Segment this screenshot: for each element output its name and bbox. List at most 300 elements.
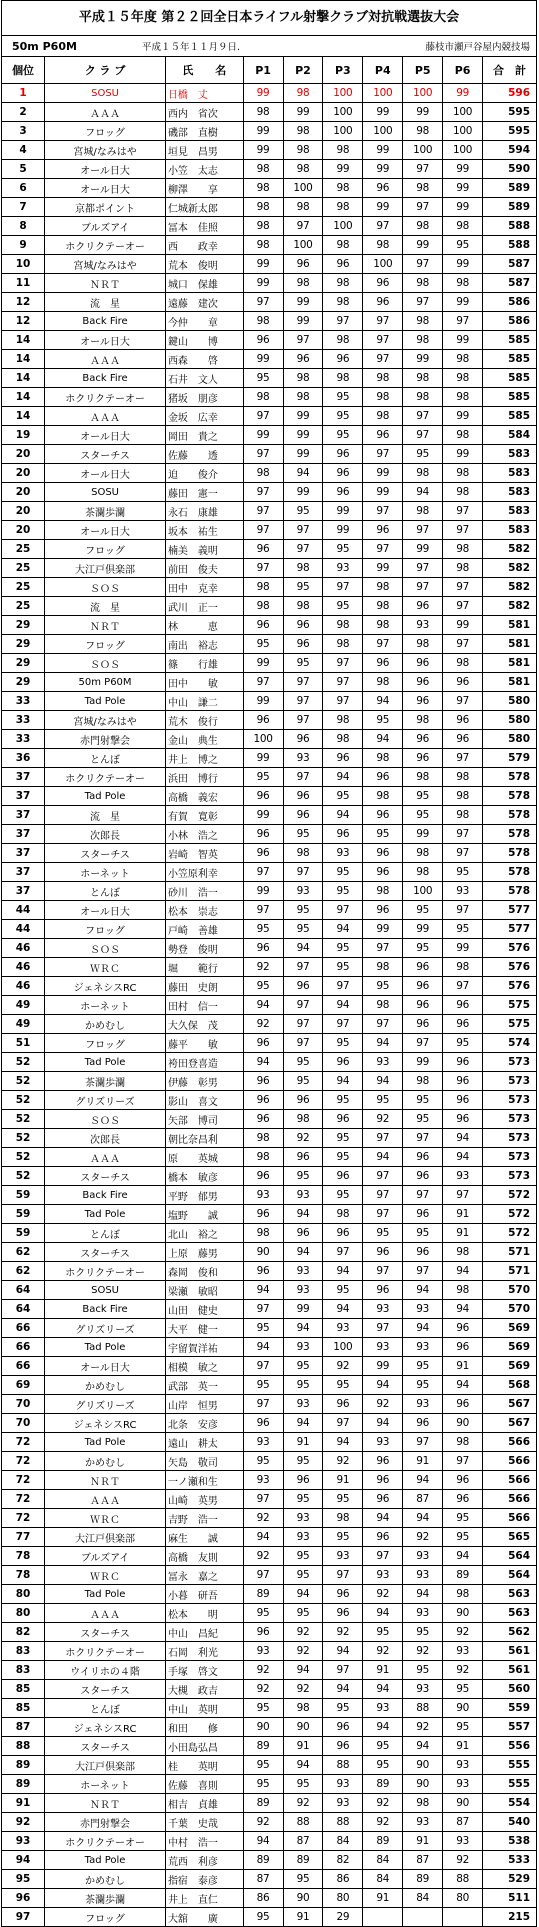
p6-score: 94 (443, 1300, 483, 1319)
table-row (2, 1262, 537, 1281)
shooter-name-cell: 荒西 利彦 (165, 1851, 243, 1870)
p6-score: 91 (443, 1224, 483, 1243)
p4-score: 98 (363, 597, 403, 616)
p4-score: 98 (363, 673, 403, 692)
club-cell: 次郎長 (45, 1129, 166, 1148)
event-name: 50m P60M (12, 39, 77, 53)
club-cell: SOSU (45, 483, 166, 502)
p4-score: 99 (363, 559, 403, 578)
p3-score: 92 (323, 1623, 363, 1642)
rank-cell: 95 (2, 1870, 45, 1889)
shooter-name-cell: 伊藤 彰男 (165, 1072, 243, 1091)
p6-score: 99 (443, 939, 483, 958)
p6-score: 96 (443, 1395, 483, 1414)
p2-score: 97 (283, 996, 323, 1015)
p4-score: 97 (363, 1186, 403, 1205)
p1-score: 96 (243, 1167, 283, 1186)
p3-score: 97 (323, 578, 363, 597)
p5-score: 87 (403, 1851, 443, 1870)
p1-score: 97 (243, 407, 283, 426)
p6-score: 90 (443, 1604, 483, 1623)
club-cell: ＡＡＡ (45, 1148, 166, 1167)
p5-score: 97 (403, 521, 443, 540)
p4-score: 96 (363, 844, 403, 863)
p3-score: 98 (323, 1509, 363, 1528)
p3-score: 95 (323, 1186, 363, 1205)
p2-score: 98 (283, 597, 323, 616)
club-cell: ＡＡＡ (45, 103, 166, 122)
shooter-name-cell: 藤田 憲一 (165, 483, 243, 502)
total-score: 561 (483, 1661, 537, 1680)
p2-score: 99 (283, 103, 323, 122)
p4-score: 97 (363, 1015, 403, 1034)
club-cell: Tad Pole (45, 787, 166, 806)
shooter-name-cell: 金坂 広幸 (165, 407, 243, 426)
p4-score: 99 (363, 141, 403, 160)
p2-score: 95 (283, 1547, 323, 1566)
rank-cell: 25 (2, 540, 45, 559)
p4-score: 98 (363, 388, 403, 407)
shooter-name-cell: 仁城新太郎 (165, 198, 243, 217)
p4-score: 98 (363, 369, 403, 388)
table-row (2, 1433, 537, 1452)
p2-score: 91 (283, 1433, 323, 1452)
p3-score: 94 (323, 768, 363, 787)
table-row (2, 844, 537, 863)
shooter-name-cell: 指宿 泰彦 (165, 1870, 243, 1889)
p1-score: 96 (243, 331, 283, 350)
table-row (2, 597, 537, 616)
p6-score: 97 (443, 502, 483, 521)
table-row (2, 806, 537, 825)
p5-score: 97 (403, 1433, 443, 1452)
p3-score: 98 (323, 369, 363, 388)
p4-score: 95 (363, 1737, 403, 1756)
p4-score: 96 (363, 768, 403, 787)
table-row (2, 1414, 537, 1433)
club-cell: スターチス (45, 1167, 166, 1186)
club-cell: Tad Pole (45, 1205, 166, 1224)
p6-score: 95 (443, 1680, 483, 1699)
event-venue: 藤枝市瀬戸谷屋内競技場 (425, 42, 530, 53)
p4-score: 99 (363, 464, 403, 483)
total-score: 586 (483, 293, 537, 312)
p6-score: 98 (443, 958, 483, 977)
p1-score: 92 (243, 1680, 283, 1699)
total-score: 566 (483, 1509, 537, 1528)
total-score: 561 (483, 1642, 537, 1661)
col-p3: P3 (323, 57, 363, 84)
total-score: 585 (483, 331, 537, 350)
p3-score: 96 (323, 1604, 363, 1623)
shooter-name-cell: 鍵山 博 (165, 331, 243, 350)
p3-score: 95 (323, 540, 363, 559)
total-score: 576 (483, 977, 537, 996)
p4-score: 96 (363, 863, 403, 882)
shooter-name-cell: 一ノ瀬和生 (165, 1471, 243, 1490)
club-cell: とんぼ (45, 749, 166, 768)
table-row (2, 711, 537, 730)
p2-score: 94 (283, 1205, 323, 1224)
club-cell: フロッグ (45, 540, 166, 559)
p6-score: 93 (443, 882, 483, 901)
p2-score: 95 (283, 1452, 323, 1471)
p1-score: 95 (243, 1376, 283, 1395)
club-cell: ＳＯＳ (45, 1110, 166, 1129)
p4-score: 97 (363, 1205, 403, 1224)
p5-score: 93 (403, 616, 443, 635)
p3-score: 98 (323, 293, 363, 312)
shooter-name-cell: 麻生 誠 (165, 1528, 243, 1547)
shooter-name-cell: 勢登 俊明 (165, 939, 243, 958)
total-score: 564 (483, 1566, 537, 1585)
p2-score: 96 (283, 787, 323, 806)
table-row (2, 1699, 537, 1718)
p1-score: 92 (243, 1509, 283, 1528)
table-row (2, 84, 537, 103)
p5-score: 91 (403, 1452, 443, 1471)
p4-score: 97 (363, 1319, 403, 1338)
p6-score: 95 (443, 1528, 483, 1547)
rank-cell: 14 (2, 350, 45, 369)
rank-cell: 52 (2, 1167, 45, 1186)
club-cell: ＳＯＳ (45, 578, 166, 597)
p2-score: 95 (283, 1053, 323, 1072)
p1-score: 96 (243, 825, 283, 844)
p5-score: 84 (403, 1889, 443, 1908)
p6-score: 99 (443, 407, 483, 426)
table-row (2, 217, 537, 236)
club-cell: ジェネシスRC (45, 977, 166, 996)
p5-score: 98 (403, 635, 443, 654)
p6-score: 97 (443, 635, 483, 654)
p5-score: 93 (403, 1338, 443, 1357)
club-cell: 京都ポイント (45, 198, 166, 217)
p4-score: 95 (363, 977, 403, 996)
rank-cell: 96 (2, 1889, 45, 1908)
p5-score: 97 (403, 255, 443, 274)
total-score: 596 (483, 84, 537, 103)
rank-cell: 37 (2, 844, 45, 863)
p6-score: 97 (443, 597, 483, 616)
p4-score: 93 (363, 1338, 403, 1357)
p6-score: 88 (443, 1870, 483, 1889)
total-score: 580 (483, 730, 537, 749)
rank-cell: 14 (2, 331, 45, 350)
p1-score: 95 (243, 369, 283, 388)
rank-cell: 37 (2, 882, 45, 901)
shooter-name-cell: 楠美 義明 (165, 540, 243, 559)
p4-score: 94 (363, 1034, 403, 1053)
shooter-name-cell: 桂 英明 (165, 1756, 243, 1775)
p4-score: 91 (363, 1661, 403, 1680)
p2-score: 99 (283, 293, 323, 312)
shooter-name-cell: 小笠原利幸 (165, 863, 243, 882)
shooter-name-cell: 相模 敏之 (165, 1357, 243, 1376)
p3-score: 91 (323, 1471, 363, 1490)
total-score: 583 (483, 464, 537, 483)
p3-score: 96 (323, 1224, 363, 1243)
col-p2: P2 (283, 57, 323, 84)
rank-cell: 33 (2, 730, 45, 749)
club-cell: スターチス (45, 1243, 166, 1262)
shooter-name-cell: 戸崎 善雄 (165, 920, 243, 939)
total-score: 562 (483, 1623, 537, 1642)
table-row (2, 939, 537, 958)
p6-score: 90 (443, 1794, 483, 1813)
p2-score: 95 (283, 1604, 323, 1623)
total-score: 555 (483, 1775, 537, 1794)
table-row (2, 1300, 537, 1319)
total-score: 585 (483, 388, 537, 407)
p5-score: 95 (403, 1661, 443, 1680)
results-table (1, 56, 537, 1927)
total-score: 554 (483, 1794, 537, 1813)
rank-cell: 87 (2, 1718, 45, 1737)
shooter-name-cell: 砂川 浩一 (165, 882, 243, 901)
table-row (2, 521, 537, 540)
p1-score: 99 (243, 692, 283, 711)
p1-score: 99 (243, 84, 283, 103)
p4-score: 94 (363, 1680, 403, 1699)
p6-score: 98 (443, 483, 483, 502)
p6-score: 91 (443, 1357, 483, 1376)
table-row (2, 1889, 537, 1908)
p3-score: 94 (323, 996, 363, 1015)
p5-score: 96 (403, 673, 443, 692)
p5-score: 97 (403, 426, 443, 445)
p2-score: 100 (283, 236, 323, 255)
total-score: 573 (483, 1053, 537, 1072)
p5-score: 96 (403, 958, 443, 977)
table-row (2, 1794, 537, 1813)
p5-score: 96 (403, 692, 443, 711)
club-cell: Back Fire (45, 1186, 166, 1205)
p3-score: 96 (323, 1167, 363, 1186)
p4-score: 97 (363, 1547, 403, 1566)
p2-score: 99 (283, 1300, 323, 1319)
shooter-name-cell: 西森 啓 (165, 350, 243, 369)
club-cell: ブルズアイ (45, 217, 166, 236)
total-score: 583 (483, 521, 537, 540)
p4-score: 97 (363, 1129, 403, 1148)
table-row (2, 787, 537, 806)
p4-score: 94 (363, 1072, 403, 1091)
p1-score: 99 (243, 122, 283, 141)
p4-score: 94 (363, 1414, 403, 1433)
club-cell: オール日大 (45, 464, 166, 483)
table-row (2, 1452, 537, 1471)
p2-score: 96 (283, 255, 323, 274)
shooter-name-cell: 原 英城 (165, 1148, 243, 1167)
p5-score: 95 (403, 806, 443, 825)
p5-score: 98 (403, 768, 443, 787)
shooter-name-cell: 佐藤 透 (165, 445, 243, 464)
p2-score: 95 (283, 1357, 323, 1376)
p3-score: 95 (323, 1376, 363, 1395)
rank-cell: 29 (2, 654, 45, 673)
p3-score: 98 (323, 236, 363, 255)
total-score: 580 (483, 692, 537, 711)
p2-score: 95 (283, 1490, 323, 1509)
p3-score: 94 (323, 1262, 363, 1281)
club-cell: 宮城/なみはや (45, 711, 166, 730)
p4-score: 98 (363, 578, 403, 597)
rank-cell: 80 (2, 1585, 45, 1604)
p1-score: 96 (243, 1072, 283, 1091)
total-score: 540 (483, 1813, 537, 1832)
p6-score: 98 (443, 806, 483, 825)
total-score: 563 (483, 1604, 537, 1623)
p6-score: 97 (443, 825, 483, 844)
p2-score: 98 (283, 388, 323, 407)
p5-score: 97 (403, 160, 443, 179)
p3-score: 93 (323, 1547, 363, 1566)
p6-score: 99 (443, 616, 483, 635)
p5-score: 96 (403, 977, 443, 996)
shooter-name-cell: 山田 健史 (165, 1300, 243, 1319)
p6-score: 99 (443, 293, 483, 312)
p2-score: 98 (283, 160, 323, 179)
p5-score: 92 (403, 1642, 443, 1661)
table-row (2, 1528, 537, 1547)
p5-score: 95 (403, 1376, 443, 1395)
shooter-name-cell: 篠 行雄 (165, 654, 243, 673)
club-cell: 宮城/なみはや (45, 255, 166, 274)
p3-score: 96 (323, 1737, 363, 1756)
p5-score: 98 (403, 388, 443, 407)
p1-score: 99 (243, 350, 283, 369)
p4-score: 99 (363, 160, 403, 179)
club-cell: オール日大 (45, 179, 166, 198)
rank-cell: 70 (2, 1414, 45, 1433)
p5-score: 93 (403, 1300, 443, 1319)
club-cell: ウイリホの４階 (45, 1661, 166, 1680)
p3-score: 99 (323, 502, 363, 521)
p1-score: 96 (243, 1414, 283, 1433)
p4-score: 94 (363, 1509, 403, 1528)
rank-cell: 88 (2, 1737, 45, 1756)
rank-cell: 29 (2, 635, 45, 654)
p2-score: 98 (283, 1699, 323, 1718)
table-row (2, 673, 537, 692)
p6-score: 99 (443, 445, 483, 464)
total-score: 566 (483, 1433, 537, 1452)
col-p1: P1 (243, 57, 283, 84)
total-score: 568 (483, 1376, 537, 1395)
p5-score: 98 (403, 217, 443, 236)
table-row (2, 635, 537, 654)
club-cell: スターチス (45, 1680, 166, 1699)
p6-score: 97 (443, 844, 483, 863)
shooter-name-cell: 坂本 祐生 (165, 521, 243, 540)
total-score: 588 (483, 217, 537, 236)
p1-score: 95 (243, 768, 283, 787)
shooter-name-cell: 中山 英明 (165, 1699, 243, 1718)
rank-cell: 20 (2, 464, 45, 483)
p2-score: 99 (283, 445, 323, 464)
club-cell: スターチス (45, 844, 166, 863)
rank-cell: 91 (2, 1794, 45, 1813)
p4-score: 93 (363, 1433, 403, 1452)
shooter-name-cell: 小笠 太志 (165, 160, 243, 179)
p2-score: 94 (283, 1661, 323, 1680)
total-score: 585 (483, 369, 537, 388)
club-cell: SOSU (45, 84, 166, 103)
table-row (2, 616, 537, 635)
p6-score: 95 (443, 863, 483, 882)
p6-score: 98 (443, 787, 483, 806)
p6-score: 90 (443, 1414, 483, 1433)
club-cell: ＷＲＣ (45, 1566, 166, 1585)
table-row (2, 958, 537, 977)
table-row (2, 293, 537, 312)
shooter-name-cell: 朝比奈昌利 (165, 1129, 243, 1148)
rank-cell: 8 (2, 217, 45, 236)
p5-score: 99 (403, 236, 443, 255)
table-row (2, 920, 537, 939)
p4-score: 84 (363, 1870, 403, 1889)
rank-cell: 72 (2, 1509, 45, 1528)
rank-cell: 14 (2, 369, 45, 388)
p2-score: 100 (283, 179, 323, 198)
club-cell: ホクリクテーオー (45, 768, 166, 787)
p6-score: 96 (443, 1490, 483, 1509)
p6-score: 98 (443, 426, 483, 445)
total-score: 580 (483, 711, 537, 730)
rank-cell: 72 (2, 1490, 45, 1509)
table-row (2, 692, 537, 711)
total-score: 569 (483, 1357, 537, 1376)
table-row (2, 559, 537, 578)
p1-score: 86 (243, 1889, 283, 1908)
p5-score: 98 (403, 179, 443, 198)
table-row (2, 901, 537, 920)
p1-score: 90 (243, 1718, 283, 1737)
p4-score: 96 (363, 806, 403, 825)
club-cell: 50m P60M (45, 673, 166, 692)
shooter-name-cell: 前田 俊夫 (165, 559, 243, 578)
p4-score: 96 (363, 1243, 403, 1262)
rank-cell: 29 (2, 616, 45, 635)
p1-score: 94 (243, 1338, 283, 1357)
p5-score: 91 (403, 1832, 443, 1851)
club-cell: 茶瀾歩瀾 (45, 502, 166, 521)
p6-score: 98 (443, 217, 483, 236)
p6-score: 87 (443, 1813, 483, 1832)
table-row (2, 350, 537, 369)
rank-cell: 69 (2, 1376, 45, 1395)
p4-score: 96 (363, 1281, 403, 1300)
p6-score: 96 (443, 1110, 483, 1129)
club-cell: Back Fire (45, 1300, 166, 1319)
table-row (2, 274, 537, 293)
p1-score: 95 (243, 977, 283, 996)
total-score: 583 (483, 502, 537, 521)
p5-score: 92 (403, 1718, 443, 1737)
p4-score: 89 (363, 1832, 403, 1851)
p1-score: 97 (243, 445, 283, 464)
p3-score: 95 (323, 787, 363, 806)
p1-score: 98 (243, 597, 283, 616)
rank-cell: 3 (2, 122, 45, 141)
shooter-name-cell: 遠藤 建次 (165, 293, 243, 312)
p4-score: 92 (363, 1813, 403, 1832)
total-score: 575 (483, 996, 537, 1015)
shooter-name-cell: 石井 文人 (165, 369, 243, 388)
p3-score: 98 (323, 198, 363, 217)
p3-score: 100 (323, 103, 363, 122)
